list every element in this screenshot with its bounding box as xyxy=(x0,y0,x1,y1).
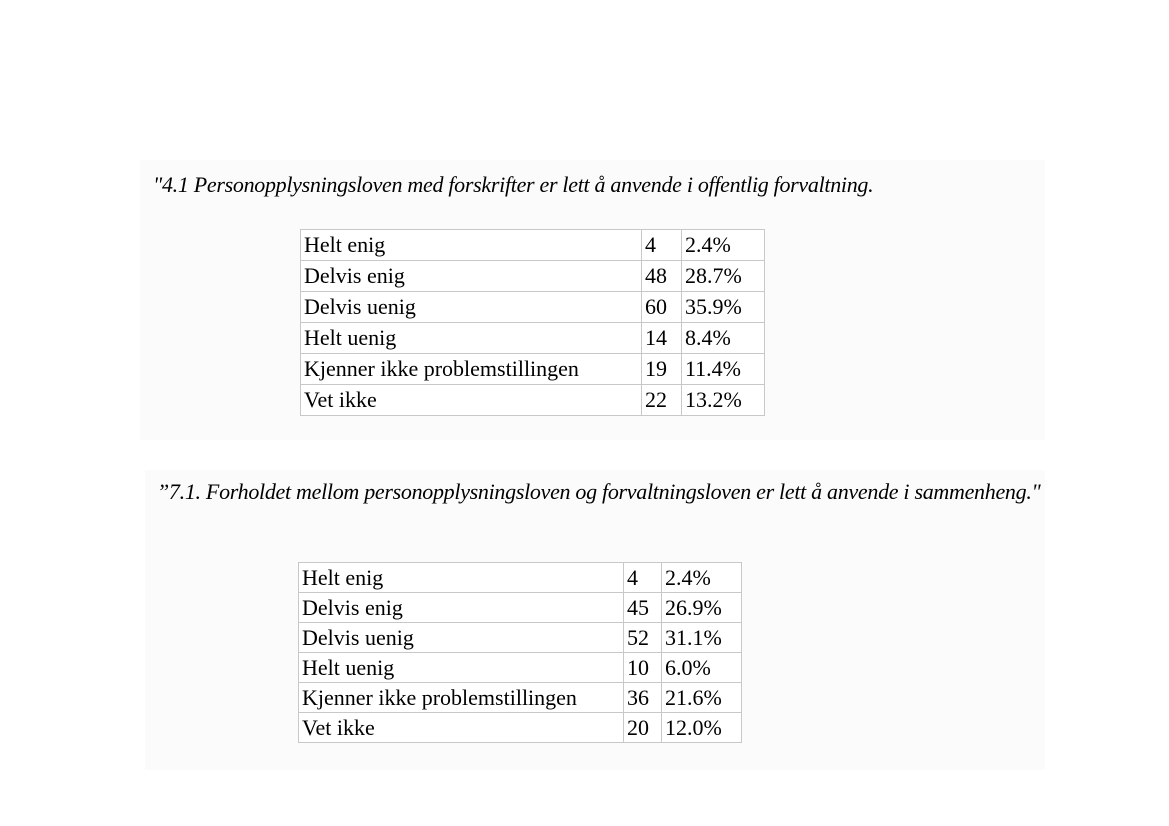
answer-label: Vet ikke xyxy=(299,713,624,743)
answer-percent: 35.9% xyxy=(682,292,765,323)
answer-count: 22 xyxy=(642,385,682,416)
answer-label: Delvis enig xyxy=(301,261,642,292)
table-row xyxy=(299,653,742,683)
answer-count: 4 xyxy=(624,563,662,593)
results-table-7-1 xyxy=(298,562,742,743)
answer-count: 14 xyxy=(642,323,682,354)
answer-percent: 2.4% xyxy=(682,230,765,261)
answer-label: Helt uenig xyxy=(299,653,624,683)
answer-count: 20 xyxy=(624,713,662,743)
table-row xyxy=(301,230,765,261)
answer-percent: 26.9% xyxy=(662,593,742,623)
table-row xyxy=(299,713,742,743)
answer-count: 4 xyxy=(642,230,682,261)
table-row xyxy=(299,563,742,593)
table-row xyxy=(301,354,765,385)
question-7-1: ”7.1. Forholdet mellom personopplysningsloven og forvaltningsloven er lett å anvende i sammenheng." xyxy=(157,479,1041,504)
answer-label: Delvis uenig xyxy=(299,623,624,653)
table-row xyxy=(301,385,765,416)
answer-percent: 21.6% xyxy=(662,683,742,713)
results-table-4-1 xyxy=(300,229,765,416)
answer-label: Helt enig xyxy=(301,230,642,261)
answer-count: 52 xyxy=(624,623,662,653)
answer-count: 36 xyxy=(624,683,662,713)
answer-percent: 8.4% xyxy=(682,323,765,354)
answer-percent: 6.0% xyxy=(662,653,742,683)
answer-percent: 11.4% xyxy=(682,354,765,385)
table-row xyxy=(301,292,765,323)
table-row xyxy=(301,323,765,354)
answer-percent: 31.1% xyxy=(662,623,742,653)
answer-percent: 28.7% xyxy=(682,261,765,292)
answer-label: Kjenner ikke problemstillingen xyxy=(299,683,624,713)
answer-count: 45 xyxy=(624,593,662,623)
answer-percent: 2.4% xyxy=(662,563,742,593)
answer-count: 10 xyxy=(624,653,662,683)
answer-label: Vet ikke xyxy=(301,385,642,416)
answer-label: Helt uenig xyxy=(301,323,642,354)
answer-label: Delvis uenig xyxy=(301,292,642,323)
answer-count: 19 xyxy=(642,354,682,385)
table-row xyxy=(299,683,742,713)
answer-count: 48 xyxy=(642,261,682,292)
answer-percent: 12.0% xyxy=(662,713,742,743)
answer-count: 60 xyxy=(642,292,682,323)
question-4-1: "4.1 Personopplysningsloven med forskrifter er lett å anvende i offentlig forvaltning. xyxy=(153,172,874,197)
answer-label: Kjenner ikke problemstillingen xyxy=(301,354,642,385)
table-row xyxy=(299,593,742,623)
table-row xyxy=(301,261,765,292)
table-row xyxy=(299,623,742,653)
answer-percent: 13.2% xyxy=(682,385,765,416)
answer-label: Delvis enig xyxy=(299,593,624,623)
answer-label: Helt enig xyxy=(299,563,624,593)
